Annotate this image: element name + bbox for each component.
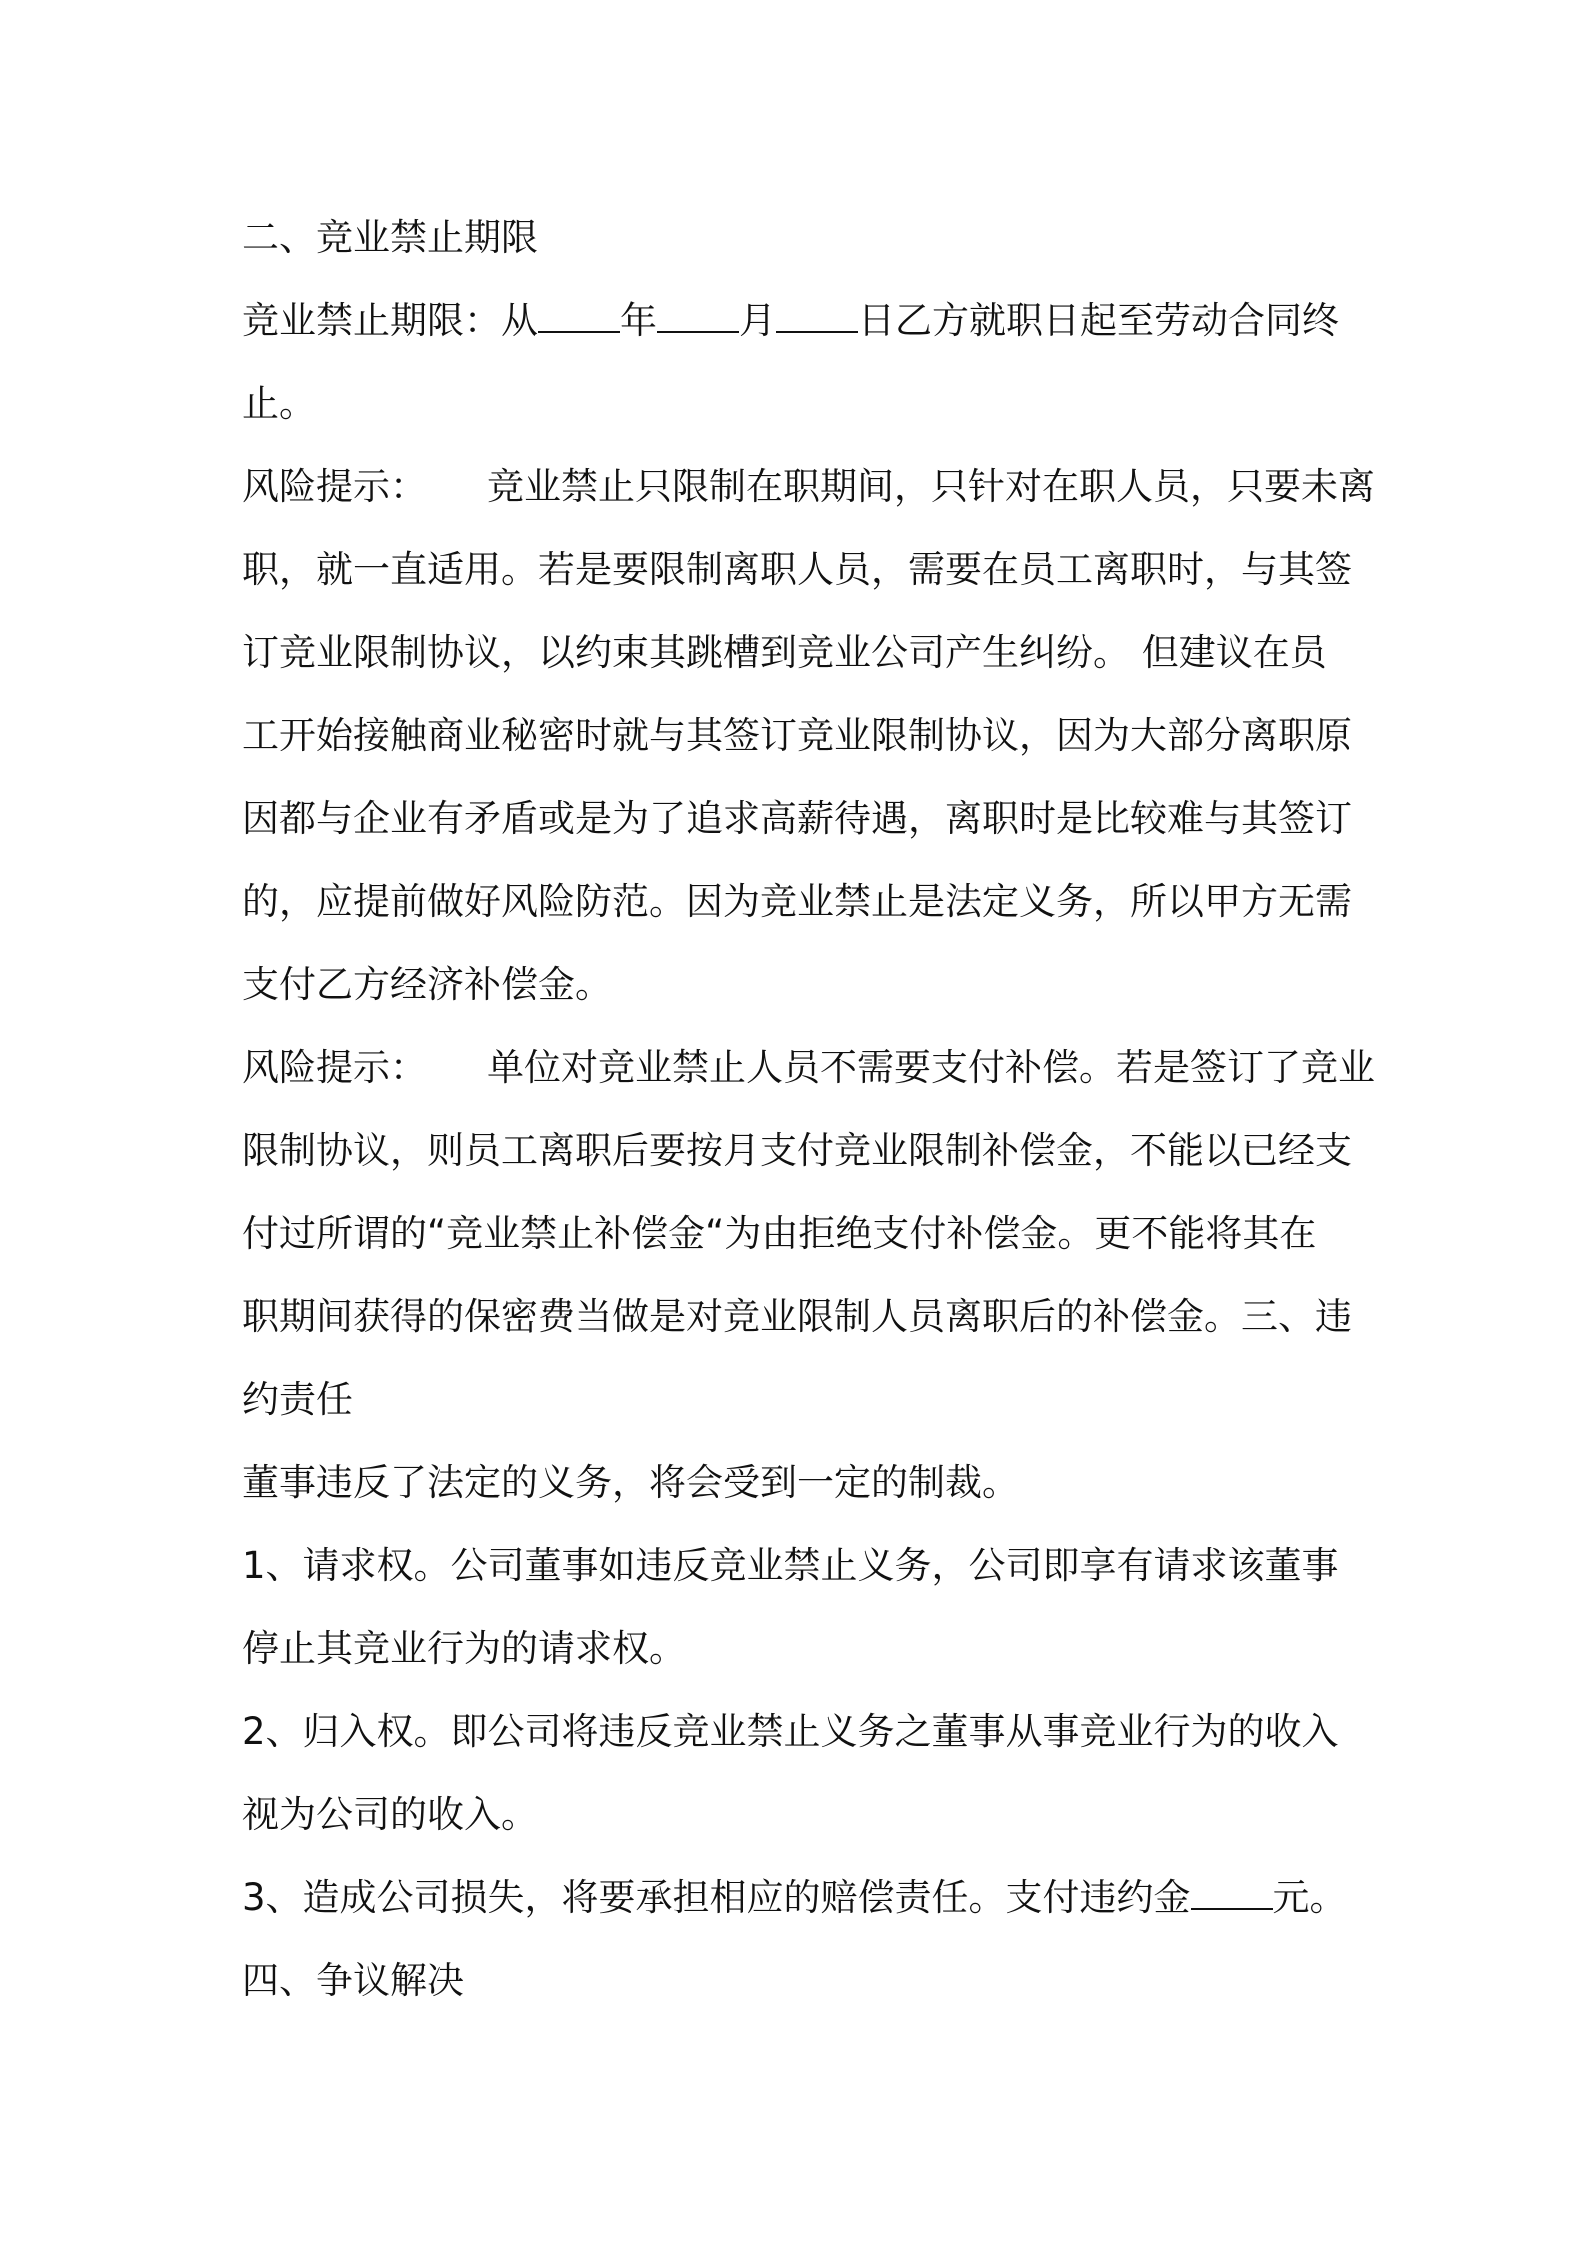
risk-label: 风险提示： (242, 465, 427, 508)
risk-note-1-line: 因都与企业有矛盾或是为了追求高薪待遇，离职时是比较难与其签订 (242, 797, 1352, 840)
section-heading-4 (242, 1939, 1352, 2022)
day-blank (776, 301, 858, 333)
month-label: 月 (739, 299, 776, 342)
year-blank (538, 301, 620, 333)
risk-note-1-line: 职，就一直适用。若是要限制离职人员，需要在员工离职时，与其签 (242, 548, 1352, 591)
item-1-line: 1、请求权。公司董事如违反竞业禁止义务，公司即享有请求该董事 (242, 1544, 1339, 1587)
item-3-prefix: 3、造成公司损失，将要承担相应的赔偿责任。支付违约金 (242, 1876, 1191, 1919)
risk-note-1-line: 工开始接触商业秘密时就与其签订竞业限制协议，因为大部分离职原 (242, 714, 1352, 757)
risk-note-2-line (242, 1026, 1375, 1109)
sanction-intro-text: 董事违反了法定的义务，将会受到一定的制裁。 (242, 1461, 1019, 1504)
day-suffix: 日乙方就职日起至劳动合同终 (858, 299, 1339, 342)
term-line-1 (242, 279, 1352, 362)
section-heading-2 (242, 196, 1352, 279)
term-paragraph (242, 279, 1352, 445)
risk-note-2-line: 约责任 (242, 1378, 353, 1421)
risk-note-1 (242, 445, 1375, 1026)
risk-note-2-line: 付过所谓的“竞业禁止补偿金“为由拒绝支付补偿金。更不能将其在 (242, 1212, 1317, 1255)
section-heading-text: 四、争议解决 (242, 1959, 464, 2002)
section-heading-text: 二、竞业禁止期限 (242, 216, 538, 259)
item-3-suffix: 元。 (1272, 1876, 1347, 1919)
document-page (242, 196, 1375, 2022)
risk-note-2 (242, 1026, 1375, 1441)
month-blank (657, 301, 739, 333)
term-line-2: 止。 (242, 382, 316, 425)
item-2-line: 视为公司的收入。 (242, 1793, 538, 1836)
risk-note-1-line (242, 445, 1375, 528)
risk-label: 风险提示： (242, 1046, 427, 1089)
item-2-line: 2、归入权。即公司将违反竞业禁止义务之董事从事竞业行为的收入 (242, 1710, 1339, 1753)
item-1-line: 停止其竞业行为的请求权。 (242, 1627, 686, 1670)
risk-text: 单位对竞业禁止人员不需要支付补偿。若是签订了竞业 (487, 1046, 1375, 1089)
list-item (242, 1856, 1352, 1939)
risk-note-1-line: 的，应提前做好风险防范。因为竞业禁止是法定义务，所以甲方无需 (242, 880, 1352, 923)
list-item (242, 1524, 1352, 1690)
year-label: 年 (620, 299, 657, 342)
penalty-amount-blank (1191, 1878, 1273, 1910)
risk-text: 竞业禁止只限制在职期间，只针对在职人员，只要未离 (487, 465, 1375, 508)
term-prefix: 竞业禁止期限：从 (242, 299, 538, 342)
risk-note-2-line: 职期间获得的保密费当做是对竞业限制人员离职后的补偿金。三、违 (242, 1295, 1352, 1338)
sanction-intro (242, 1441, 1352, 1524)
risk-note-1-line: 支付乙方经济补偿金。 (242, 963, 612, 1006)
risk-note-1-line: 订竞业限制协议，以约束其跳槽到竞业公司产生纠纷。 但建议在员 (242, 631, 1327, 674)
list-item (242, 1690, 1352, 1856)
item-3-line (242, 1856, 1352, 1939)
risk-note-2-line: 限制协议，则员工离职后要按月支付竞业限制补偿金，不能以已经支 (242, 1129, 1352, 1172)
